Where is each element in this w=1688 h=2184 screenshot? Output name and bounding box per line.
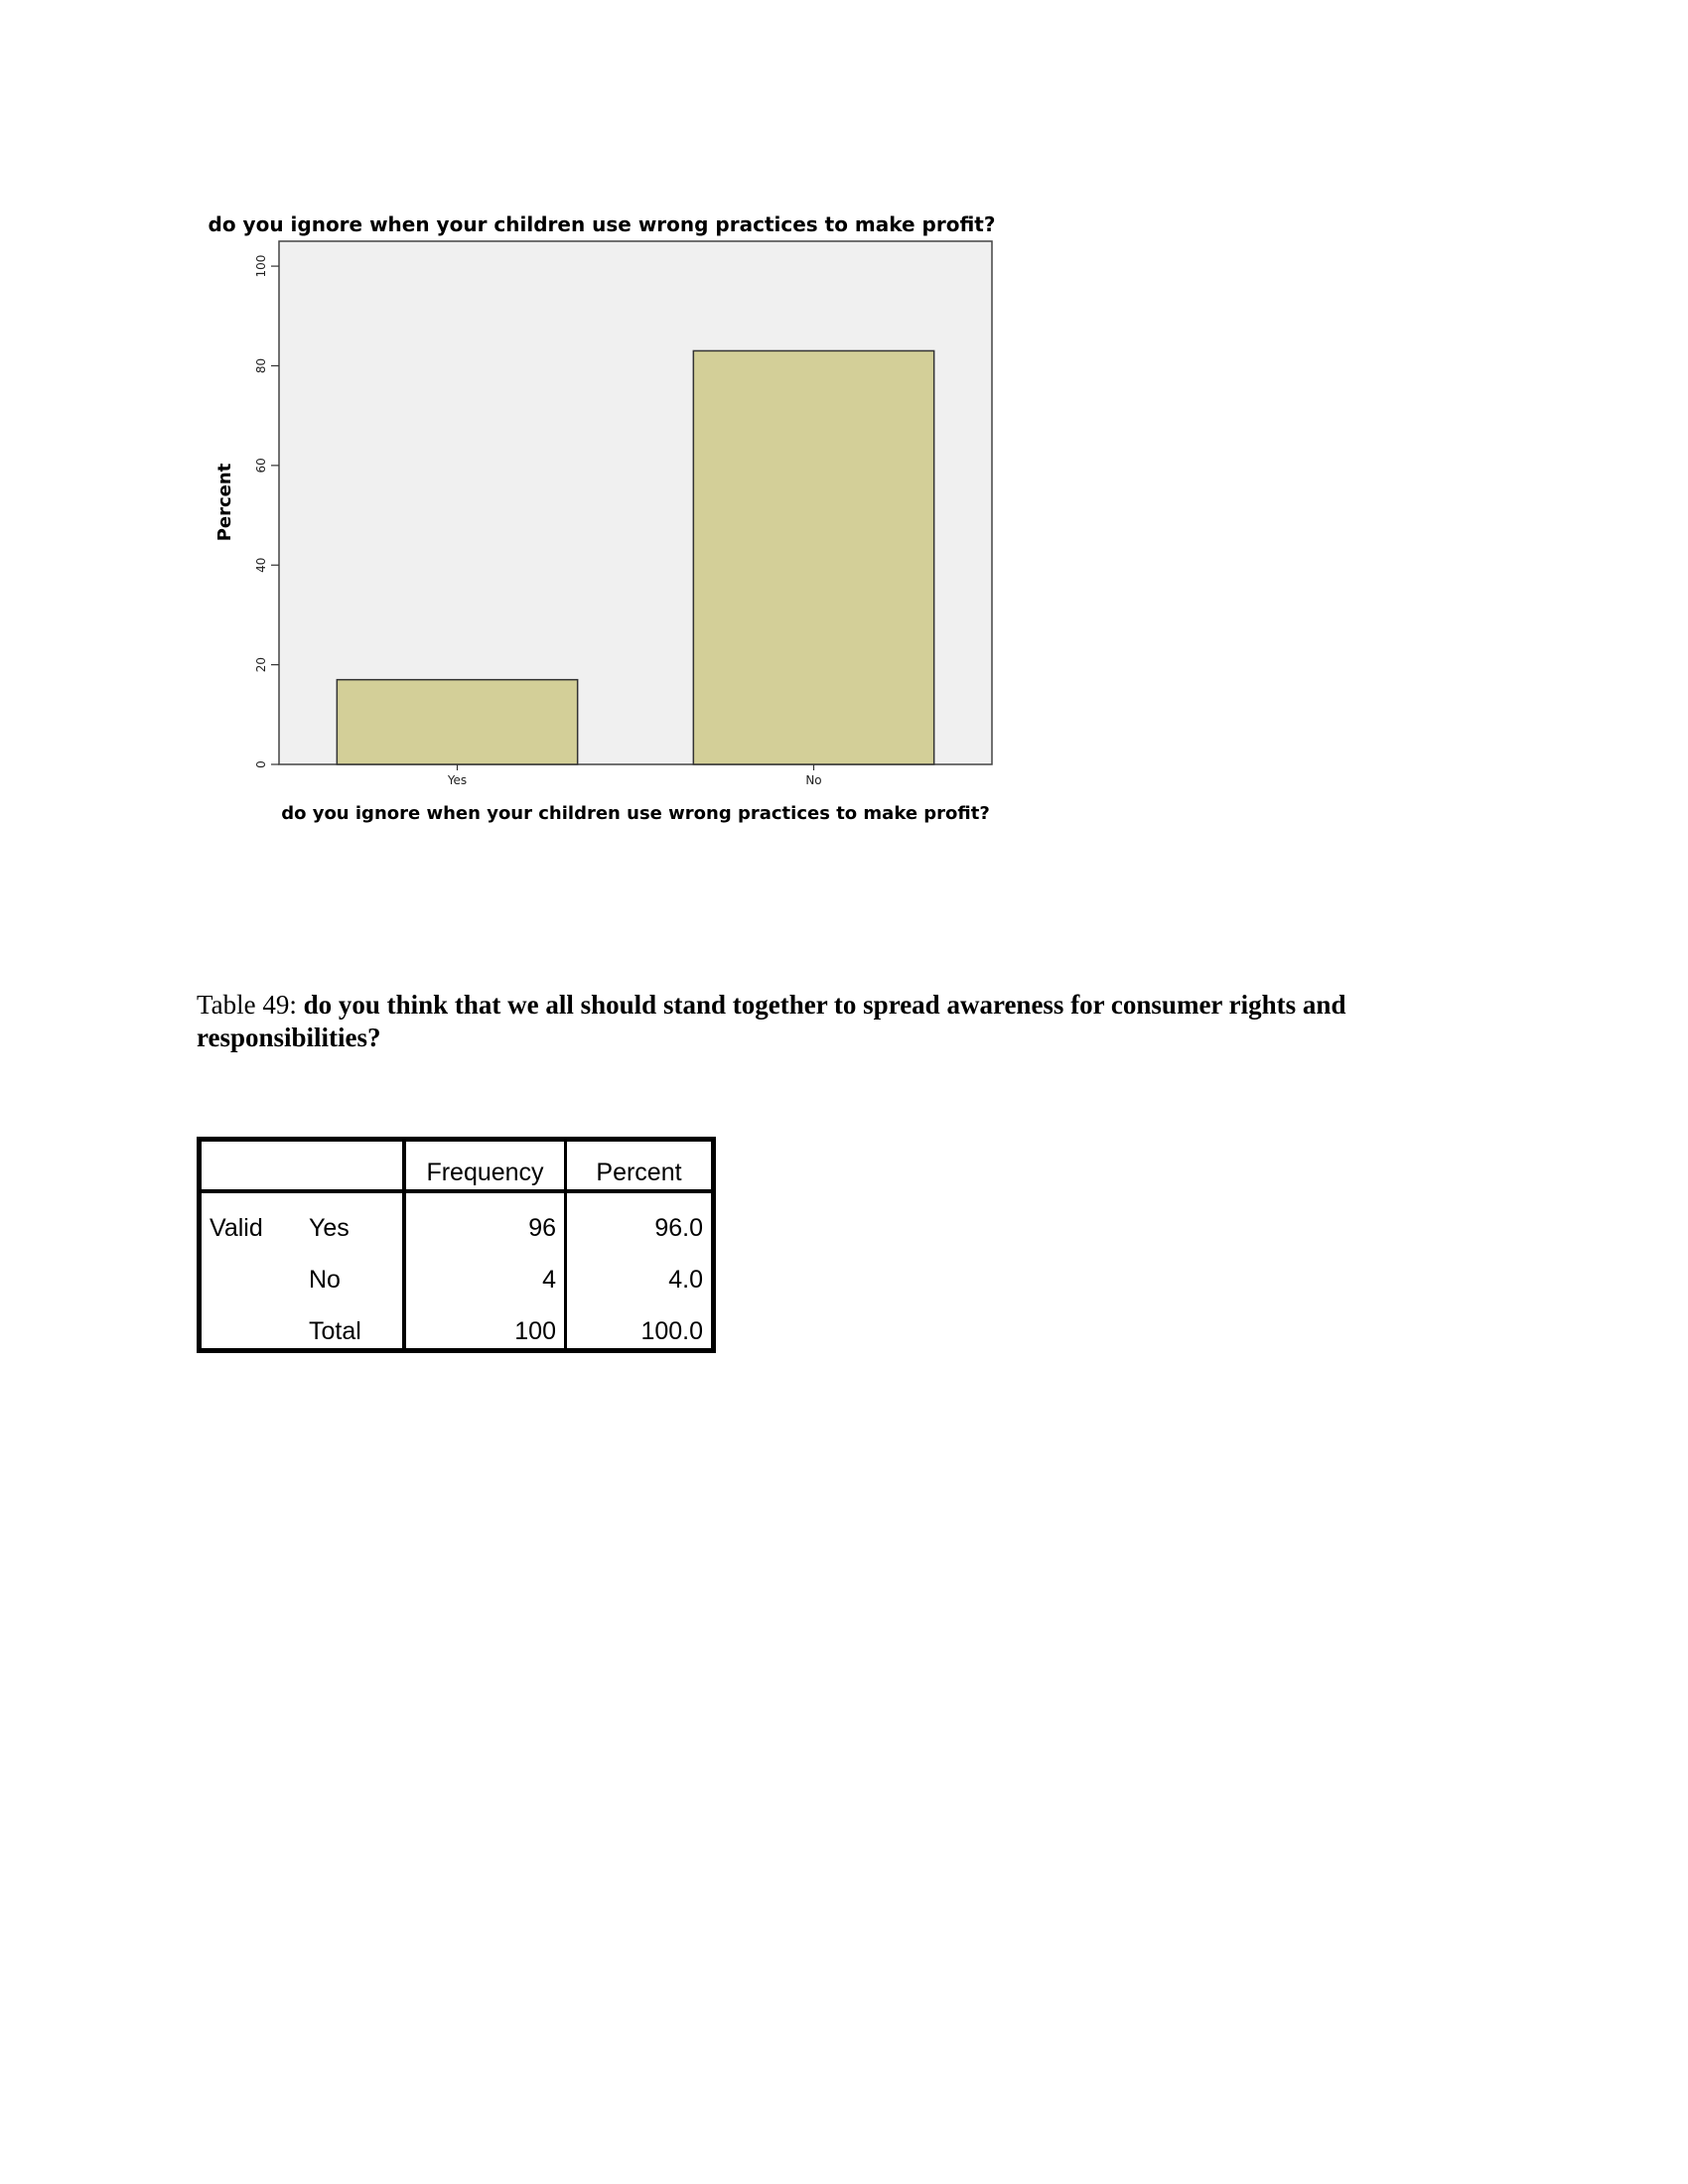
percent-cell: 4.0: [668, 1266, 703, 1294]
y-tick-label: 40: [254, 557, 268, 573]
row-group-label: [200, 1297, 302, 1351]
y-tick-label: 20: [254, 656, 268, 673]
y-tick-label: 60: [254, 458, 268, 474]
chart-title: do you ignore when your children use wrong practices to make profit?: [208, 212, 996, 236]
header-percent: Percent: [566, 1140, 714, 1192]
table-row: [200, 1191, 714, 1245]
table-header-row: [200, 1140, 714, 1192]
percent-cell: 100.0: [640, 1317, 703, 1345]
x-axis-title: do you ignore when your children use wrong practices to make profit?: [281, 803, 990, 824]
frequency-cell: 96: [404, 1191, 566, 1245]
x-tick-label: No: [805, 773, 822, 787]
bar-yes: [337, 680, 577, 764]
frequency-cell: 100: [404, 1297, 566, 1351]
y-axis-title: Percent: [214, 463, 235, 542]
table-caption-prefix: Table 49:: [197, 990, 304, 1020]
row-group-label: Valid: [210, 1214, 263, 1242]
table-caption: [197, 989, 1448, 1054]
table-row: [200, 1297, 714, 1351]
row-group-label: [200, 1245, 302, 1297]
bar-chart: [0, 0, 1688, 854]
header-frequency: Frequency: [404, 1140, 566, 1192]
bar-no: [693, 350, 933, 764]
y-tick-label: 100: [254, 254, 268, 278]
row-label: No: [301, 1245, 404, 1297]
x-tick-label: Yes: [447, 773, 468, 787]
row-label: Total: [301, 1297, 404, 1351]
header-cell: [301, 1140, 404, 1192]
row-label: Yes: [301, 1191, 404, 1245]
table-row: [200, 1245, 714, 1297]
header-cell: [200, 1140, 302, 1192]
table-caption-title: do you think that we all should stand together to spread awareness for consumer rights and responsibilities?: [197, 990, 1346, 1052]
frequency-table: [197, 1137, 716, 1353]
percent-cell: 96.0: [654, 1214, 703, 1242]
y-tick-label: 80: [254, 357, 268, 374]
frequency-cell: 4: [404, 1245, 566, 1297]
y-tick-label: 0: [254, 760, 268, 768]
